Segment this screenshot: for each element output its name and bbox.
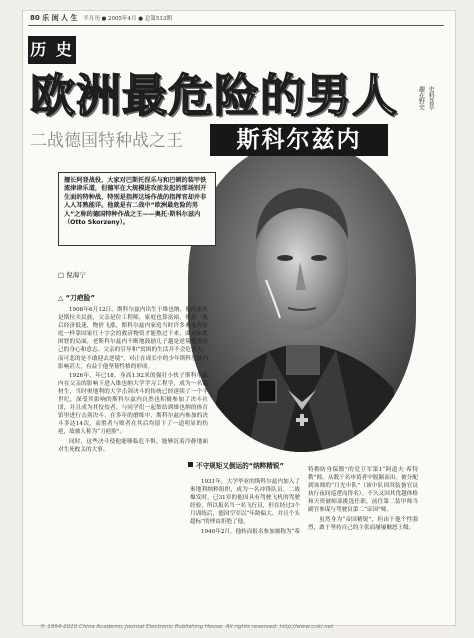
section-label: 历 史 xyxy=(28,36,76,64)
body-column-2 xyxy=(190,478,300,608)
lead-paragraph: 擅长阿登战役、大家对巴斯托涅乐与和巴顿的装甲铁流津津乐道，但德军在大规模进攻前发起的那场别开生面的特种战，特别是指挥这场作战的指挥官却并非人人耳熟能详。他就是有二战中“欧洲最危险的男人”之称的德国特种作战之王——奥托·斯科尔兹内（Otto Skorzeny）。 xyxy=(58,172,216,246)
article-subtitle: 二战德国特种战之王 xyxy=(30,131,183,151)
side-column-2: 史料荟萃 xyxy=(427,86,435,110)
issue-line: 半月刊 ● 2005年4月 ● 总第513期 xyxy=(83,16,172,22)
paragraph: 1926年，年已18，身高1.92米的强壮小伙子斯科尔兹内在父亲的影响下进入维也纳大学学习工程学，成为一名高材生，当时奥地利的大学击剑决斗的传统已经延续了一个半世纪，深受其影响的斯科尔兹内自然也积极参加了决斗社团，并且成为其佼佼者。与同学们一起集结到维也纳的体育馆里进行击剑决斗，在多年的磨练中，斯科尔兹内参加的决斗多达14次，而胜者与败者在其后均留下了一道明显的伤疤，故被人称为“刀疤脸”。 xyxy=(58,372,208,436)
portrait-photo xyxy=(188,140,416,452)
body-column-1 xyxy=(58,306,208,606)
side-column-1: 趣在野史 xyxy=(417,86,425,110)
portrait-illustration xyxy=(188,140,416,452)
photo-caption: 不守规矩又倒运的“纳粹精锐” xyxy=(196,462,284,470)
caption-bullet-icon xyxy=(188,462,193,467)
paragraph: 1931年，大学毕业的斯科尔兹内加入了奥地利纳粹组织，成为一名冲锋队员。二战爆发时，已31岁的他因具有驾驶飞机的驾驶经验，所以报名当一名飞行员，但在经过3个月训练后，德国空军以“年龄偏大、并且个头超标”的理由拒绝了他。 xyxy=(190,479,300,526)
side-column-heads xyxy=(412,86,438,156)
subtitle-name-box: 斯科尔兹内 xyxy=(210,124,388,156)
article-title: 欧洲最危险的男人 xyxy=(30,69,399,122)
paragraph: 同时，这些决斗使他能够临危不惧，能够沉着冷静地面对生死攸关的大事。 xyxy=(58,438,208,453)
magazine-name: 80 乐 闲 人 生 xyxy=(30,14,78,22)
copyright-footer: © 1994-2010 China Academic Journal Electronic Publishing House. All rights reserved. http://www.cnki.net xyxy=(40,624,334,630)
running-header xyxy=(30,13,440,23)
paragraph: 特勒防身保镖”的党卫军第1“阿道夫·希特勒”师，从数千名申请者中脱颖而出。被分配到该师的“月光中队”（该中队因其装备官员执行夜间巡逻而得名）。不久又因其优越体格和天资被师部挑选任职，前往第二装甲师当副官参谋与驾驶员第二“帝国”师。 xyxy=(308,467,418,514)
header-rule xyxy=(28,25,444,26)
paragraph: 1940年2月，他转而报名参加被称为“希 xyxy=(201,528,300,535)
section-heading-scar-face: △ “刀疤脸” xyxy=(58,294,95,302)
author-line: □ 倪海宁 xyxy=(58,271,86,279)
paragraph: 1908年6月12日，斯科尔兹内出生于维也纳，他的祖先是斯拉夫民族，父亲是位工程师，家庭也算富裕，但是一战后经济低迷，物价飞涨，斯科尔兹内家庭当时许多奥地利家庭一样靠国家红十字会的救济物资才能熬过下来，面对如此困窘的局面，老斯科尔兹内不断地鼓励儿子越是逆境越要自己的身心和意志。父亲的引导和“贫困的生活并不会危害人，而可悲的是不敢迎去逆境”，对正在成长中的少年斯科尔兹内影响甚大，有益于他坚韧性格的形成。 xyxy=(58,307,208,370)
body-column-3 xyxy=(308,466,418,608)
paragraph: 虽然身为“帝国精锐”，但由于他个性强烈，敢于坚持自己的主张而屡屡触怒上级。 xyxy=(308,516,418,531)
